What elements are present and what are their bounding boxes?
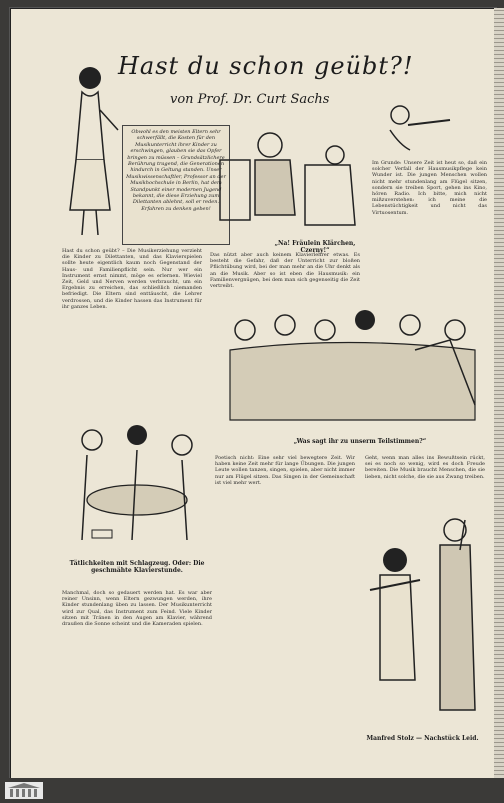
article-title: Hast du schon geübt?!	[118, 52, 414, 80]
page-edge	[494, 8, 504, 778]
column-left-top-text: Hast du schon geübt? – Die Musikerziehung verzieht die Kinder zu Dilettanten, und das Klavierspielen sollte heute eigentlich kaum noch Gegenstand der Haus- und Familienpflicht sein. Nur wer ein Instrument ernst nimmt, möge es erlernen. Wieviel Zeit, Geld und Nerven werden verbraucht, um ein Ergebnis zu erreichen, das schließlich niemanden befriedigt. Die Eltern sind enttäuscht, die Lehrer verdrossen, und die Kinder hassen das Instrument für ihr ganzes Leben.	[62, 248, 202, 310]
library-logo-icon	[4, 780, 44, 800]
violinist-illustration	[360, 510, 490, 730]
party-illustration	[62, 410, 212, 560]
column-right-bottom	[365, 455, 485, 505]
caption-fraulein: „Na! Fräulein Klärchen, Czerny!“	[274, 240, 356, 254]
caption-violinist: Manfred Stolz — Nachstück Leid.	[366, 735, 479, 742]
article-byline: von Prof. Dr. Curt Sachs	[170, 92, 330, 107]
column-mid-top-text: Das nützt aber auch keinem Klavierlehrer etwas. Es besteht die Gefahr, daß der Unterricht zur bloßen Pflichtübung wird, bei der man mehr an die Uhr denkt als an die Musik. Aber so ist eben die Hausmusik: ein Familienvergnügen, bei dem man sich gegenseitig die Zeit vertreibt.	[210, 252, 360, 290]
column-mid-bottom	[215, 455, 355, 740]
column-left-bottom	[62, 590, 212, 740]
footer-strip	[0, 778, 504, 803]
intro-box: Obwohl es den meisten Eltern sehr schwerfällt, die Kosten für den Musikunterricht ihrer Kinder zu erschwingen, glauben sie das Opfer bringen zu müssen – Grundsätzlichere Berührung tragend, die Generationen hindurch in Geltung standen. Unser Musikwissenschaftler, Professor an der Musikhochschule in Berlin, hat dem Standpunkt einer modernen Jugend bekannt, die diese Erziehung zum Dilettanten ablehnt, soll er reden. Erfahren zu denken geben!	[122, 125, 230, 245]
column-mid-top	[210, 252, 360, 292]
caption-singing: „Was sagt ihr zu unserm Teilstimmen?“	[293, 438, 427, 445]
woman-illustration	[60, 60, 120, 240]
group-singing-illustration	[215, 290, 490, 435]
column-right-top-text: Im Grunde: Unsere Zeit ist heut so, daß ein solcher Verfall der Hausmusikpflege kein Wunder ist. Die jungen Menschen wollen nicht mehr stundenlang am Flügel sitzen, sondern sie treiben Sport, gehen ins Kino, hören Radio. Ich bitte, mich nicht mißzuverstehen: ich meine die Lebenstüchtigkeit und nicht das Virtuosentum.	[372, 160, 487, 216]
caption-party: Tätlichkeiten mit Schlagzeug. Oder: Die geschmähte Klavierstunde.	[69, 560, 205, 574]
column-left-bottom-text: Manchmal, doch so gedauert werden hat. Es war aber reiner Unsinn, wenn Eltern gezwungen werden, ihre Kinder stundenlang üben zu lassen. Der Musikunterricht wird zur Qual, das Instrument zum Feind. Viele Kinder sitzen mit Tränen in den Augen am Klavier, während draußen die Sonne scheint und die Kameraden spielen.	[62, 590, 212, 628]
column-left-top	[62, 248, 202, 408]
column-mid-bottom-text: Poetisch nicht: Eine sehr viel bewegtere Zeit. Wir haben keine Zeit mehr für lange Übungen. Die jungen Leute wollen tanzen, singen, spielen, aber nicht immer nur am Flügel sitzen. Das Singen in der Gemeinschaft ist viel mehr wert.	[215, 455, 355, 486]
gesturing-man-illustration	[380, 95, 460, 155]
piano-lesson-illustration	[210, 125, 370, 235]
column-right-bottom-text: Geht, wenn man alles ins Bewußtsein rückt, sei es noch so wenig, wird es doch Freude bereiten. Die Musik braucht Menschen, die sie lieben, nicht solche, die sie aus Zwang treiben.	[365, 455, 485, 480]
